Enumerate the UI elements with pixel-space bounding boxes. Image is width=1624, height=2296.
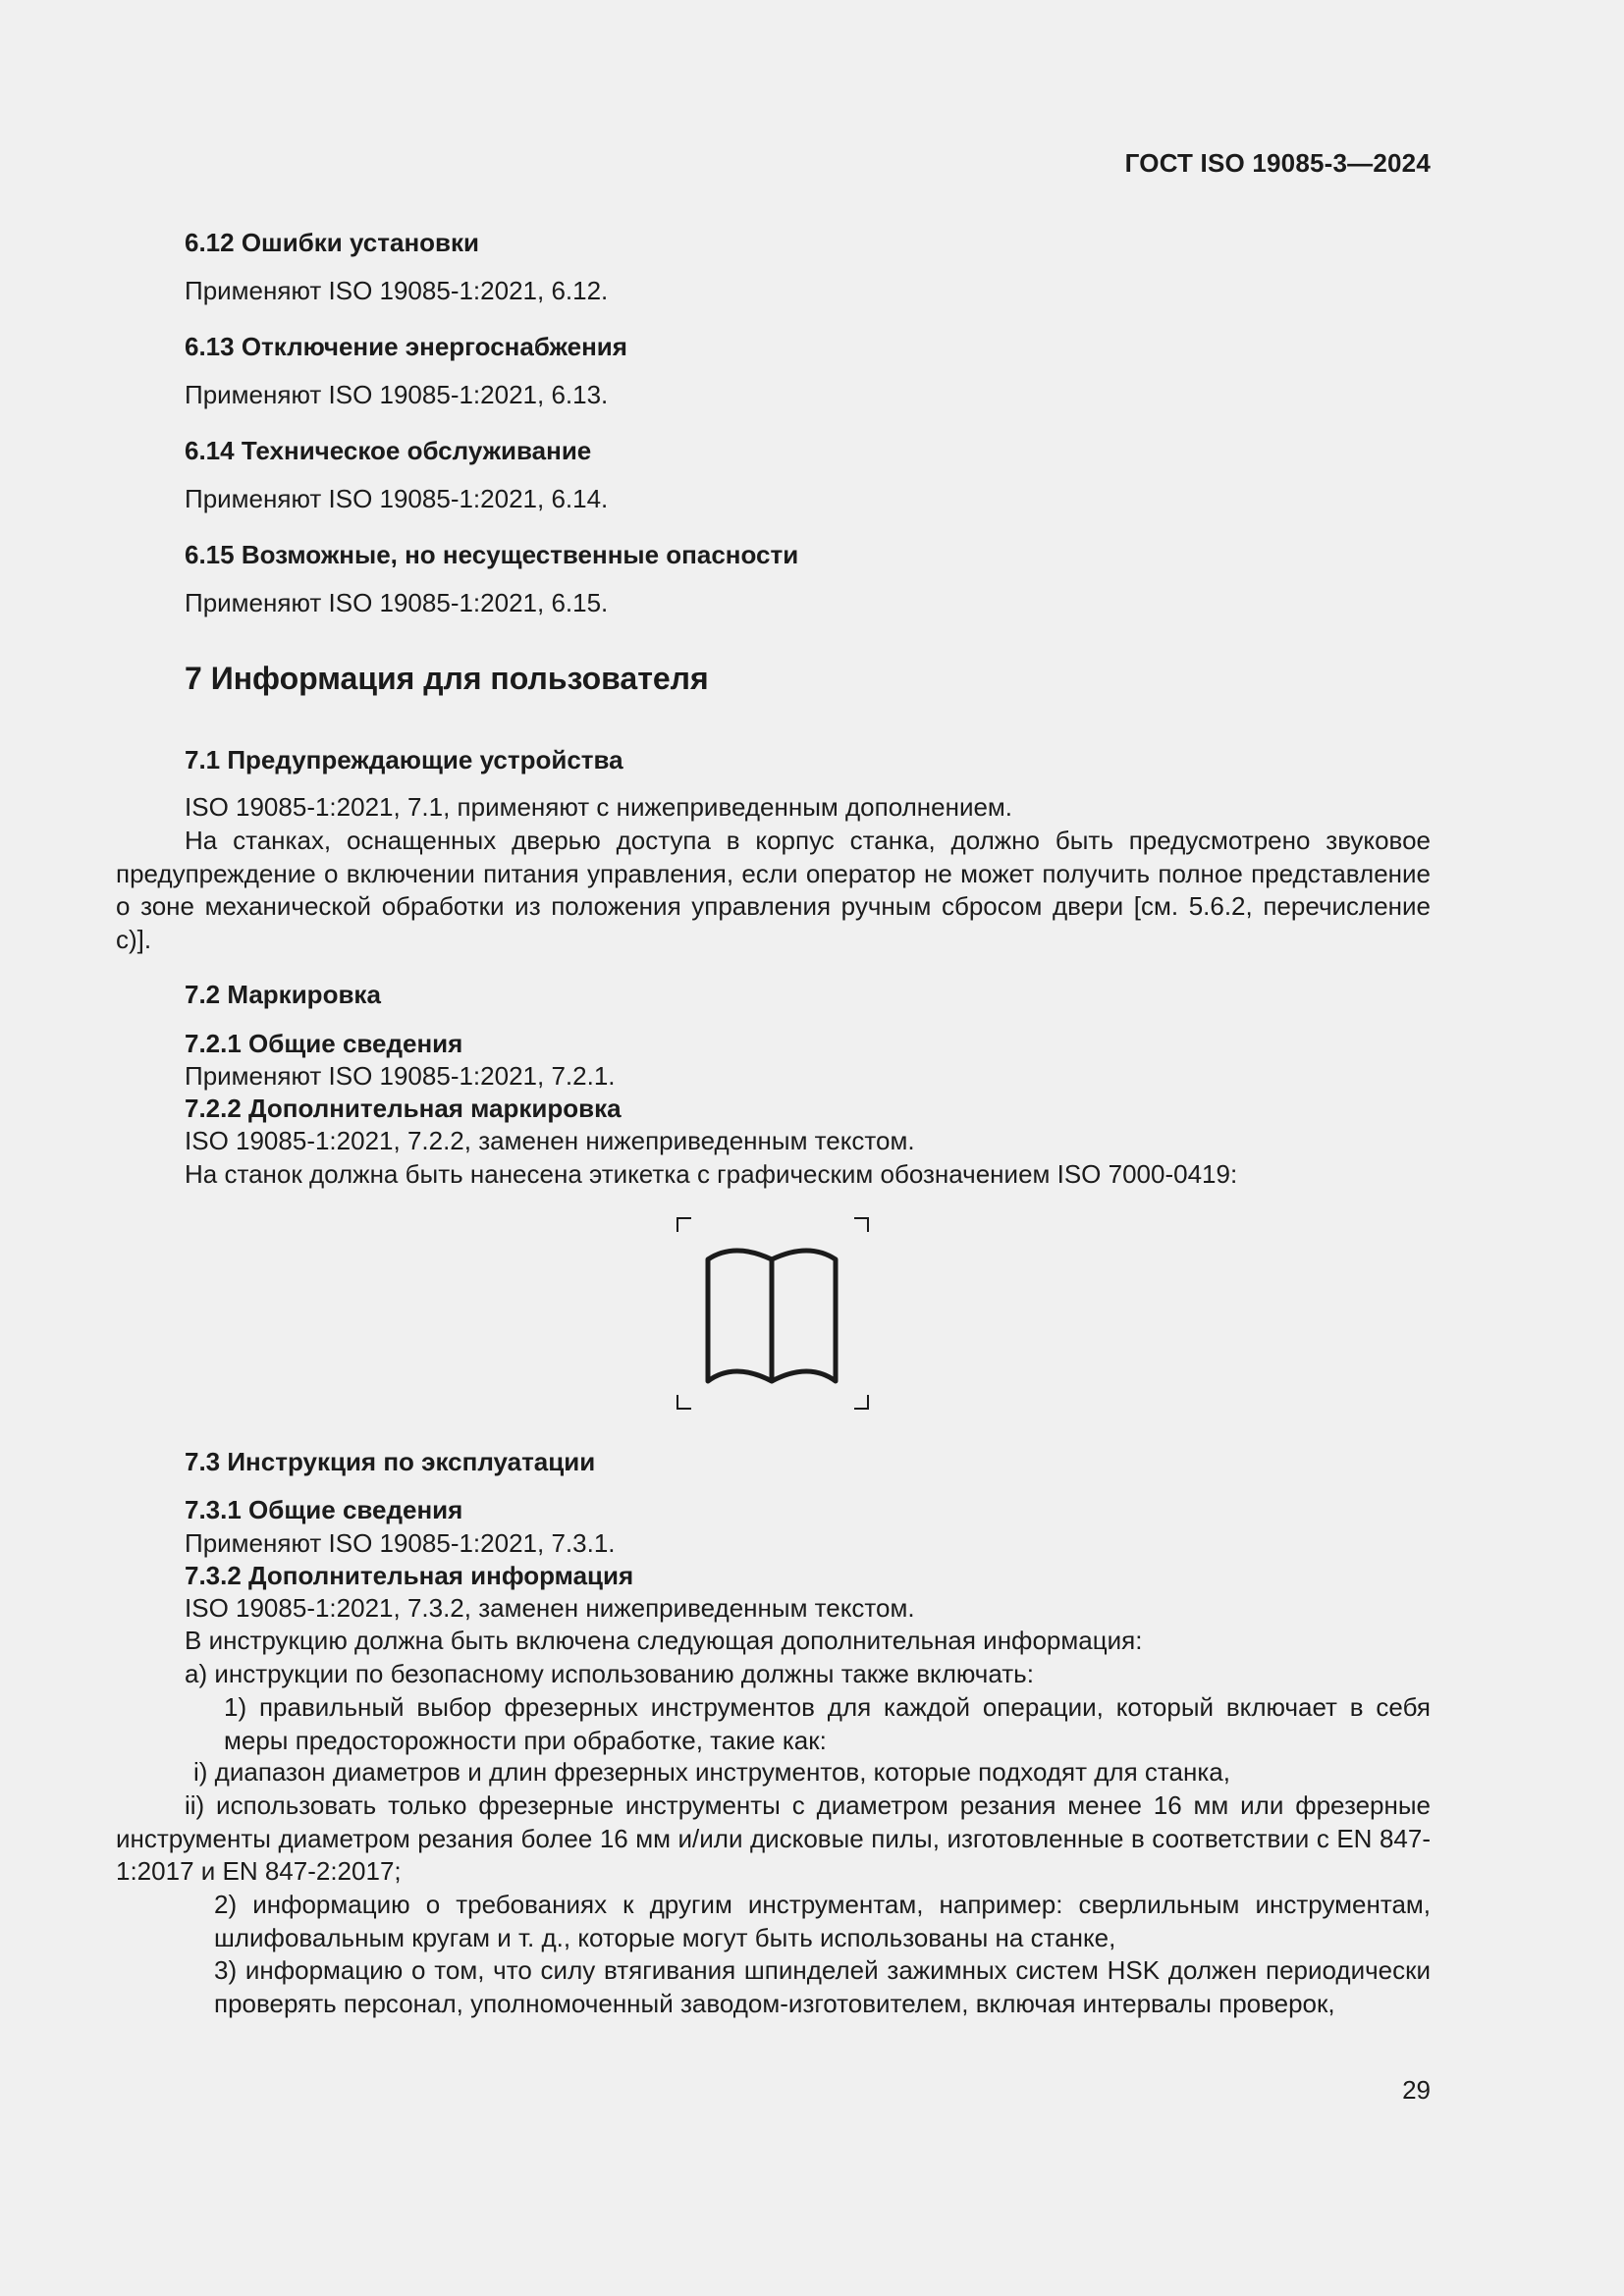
list-item-ii-text: ii) использовать только фрезерные инструменты с диаметром резания менее 16 мм или фрезерные инструменты диаметром резания более 16 мм и/или дисковые пилы, изготовленные в соответствии с EN 847-1:2017 и EN 847-2:2017; (116, 1790, 1431, 1886)
section-6-15-text: Применяют ISO 19085-1:2021, 6.15. (185, 588, 609, 617)
list-item-ii (116, 1789, 1431, 1889)
page-number: 29 (1402, 2075, 1431, 2105)
section-7-3-2-text1: ISO 19085-1:2021, 7.3.2, заменен нижеприведенным текстом. (185, 1593, 915, 1623)
section-7-2-2-text2: На станок должна быть нанесена этикетка с графическим обозначением ISO 7000-0419: (185, 1159, 1238, 1189)
section-7-2-2-text1: ISO 19085-1:2021, 7.2.2, заменен нижеприведенным текстом. (185, 1126, 915, 1155)
section-7-2-1-title: 7.2.1 Общие сведения (185, 1029, 463, 1058)
open-book-icon (676, 1216, 872, 1413)
section-7-3-title: 7.3 Инструкция по эксплуатации (185, 1447, 596, 1476)
section-6-14-title: 6.14 Техническое обслуживание (185, 436, 592, 465)
section-7-2-2-title: 7.2.2 Дополнительная маркировка (185, 1094, 622, 1123)
section-6-14-text: Применяют ISO 19085-1:2021, 6.14. (185, 484, 609, 513)
section-6-13-text: Применяют ISO 19085-1:2021, 6.13. (185, 380, 609, 409)
section-6-12-text: Применяют ISO 19085-1:2021, 6.12. (185, 276, 609, 305)
section-6-12-title: 6.12 Ошибки установки (185, 228, 480, 257)
list-item-2: 2) информацию о требованиях к другим инструментам, например: сверлильным инструментам, шлифовальным кругам и т. д., которые могут быть использованы на станке, (214, 1890, 1431, 1952)
section-7-3-1-title: 7.3.1 Общие сведения (185, 1495, 463, 1524)
section-7-title: 7 Информация для пользователя (185, 661, 709, 696)
section-6-13-title: 6.13 Отключение энергоснабжения (185, 332, 627, 361)
section-7-3-2-title: 7.3.2 Дополнительная информация (185, 1561, 634, 1590)
iso-7000-0419-figure (676, 1216, 872, 1413)
section-7-3-2-text2: В инструкцию должна быть включена следующая дополнительная информация: (185, 1626, 1143, 1655)
section-7-3-1-text: Применяют ISO 19085-1:2021, 7.3.1. (185, 1528, 616, 1558)
section-7-1-title: 7.1 Предупреждающие устройства (185, 745, 623, 774)
document-id-header: ГОСТ ISO 19085-3—2024 (1124, 148, 1431, 178)
section-6-15-title: 6.15 Возможные, но несущественные опасности (185, 540, 799, 569)
list-item-1: 1) правильный выбор фрезерных инструментов для каждой операции, который включает в себя меры предосторожности при обработке, такие как: (224, 1692, 1431, 1755)
section-7-1-line: ISO 19085-1:2021, 7.1, применяют с нижеприведенным дополнением. (185, 792, 1013, 822)
list-item-a: а) инструкции по безопасному использованию должны также включать: (185, 1659, 1034, 1688)
section-7-2-1-text: Применяют ISO 19085-1:2021, 7.2.1. (185, 1061, 616, 1091)
section-7-1-paragraph (116, 825, 1431, 956)
list-item-3: 3) информацию о том, что силу втягивания шпинделей зажимных систем HSK должен периодически проверять персонал, уполномоченный заводом-изготовителем, включая интервалы проверок, (214, 1955, 1431, 2018)
list-item-i: i) диапазон диаметров и длин фрезерных инструментов, которые подходят для станка, (193, 1757, 1230, 1787)
section-7-2-title: 7.2 Маркировка (185, 980, 381, 1009)
section-7-1-paragraph-text: На станках, оснащенных дверью доступа в корпус станка, должно быть предусмотрено звуковое предупреждение о включении питания управления, если оператор не может получить полное представление о зоне механической обработки из положения управления ручным сбросом двери [см. 5.6.2, перечисление с)]. (116, 826, 1431, 954)
